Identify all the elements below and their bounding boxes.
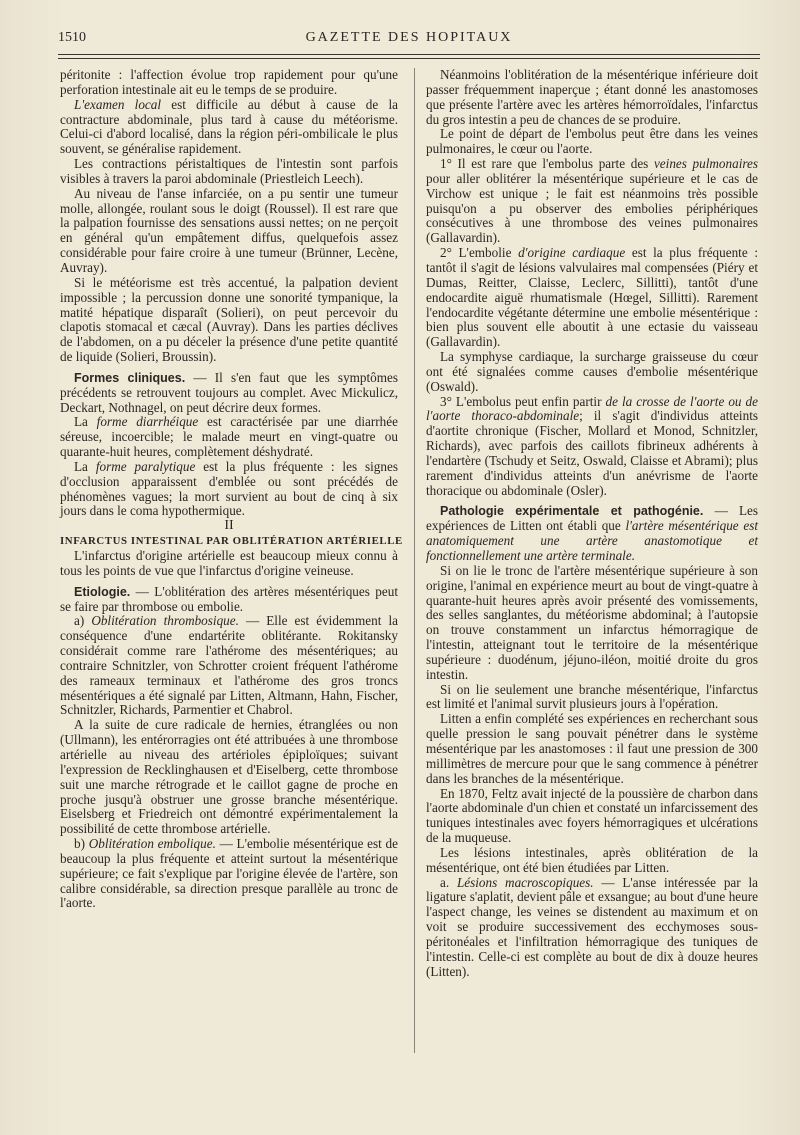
paragraph: L'examen local est difficile au début à cause de la contracture abdominale, plus tard à cause du météorisme. Celui-ci d'abord localisé, dans la région péri-ombilicale le plus souvent, se généralise rapidement. [60, 96, 399, 157]
paragraph: En 1870, Feltz avait injecté de la poussière de charbon dans l'aorte abdominale d'un chien et constaté un infarcissement des tuniques intestinales avec foyers hémorragiques et ulcérations de la muqueuse. [426, 785, 758, 846]
left-column [60, 67, 403, 911]
paragraph: Litten a enfin complété ses expériences en recherchant sous quelle pression le sang pouvait pénétrer dans le système mésentérique par les anastomoses : il faut une pression de 300 millimètres de mercure pour que le sang commence à pénétrer dans les branches de la mésentérique. [426, 711, 758, 786]
header-rule-thin [58, 58, 760, 59]
section-heading: Pathologie expérimentale et pathogénie. [440, 504, 704, 519]
paragraph: a. Lésions macroscopiques. — L'anse intéressée par la ligature s'aplatit, devient pâle et exsangue; au bout d'une heure l'aspect change, les veines se distendent au maximum et on voit se produire successivement des ecchymoses sous-péritonéales et l'infiltration hémorragique des tuniques de l'intestin. Celle-ci est complète au bout de dix à douze heures (Litten). [426, 874, 758, 979]
right-column [426, 68, 758, 979]
paragraph: Au niveau de l'anse infarciée, on a pu sentir une tumeur molle, allongée, roulant sous le doigt (Roussel). Il est rare que la palpation fournisse des sensations aussi nettes; on ne perçoit en général qu'un empâtement diffus, quelquefois assez considérable pour faire croire à une tumeur (Brünner, Lecène, Auvray). [60, 185, 398, 275]
paragraph: L'infarctus d'origine artérielle est beaucoup mieux connu à tous les points de vue que l'infarctus d'origine veineuse. [60, 548, 398, 578]
paragraph: Si le météorisme est très accentué, la palpation devient impossible ; la percussion donne une sonorité tympanique, la matité hépatique disparaît (Solieri), on peut percevoir du clapotis stomacal et cæcal (Auvray). Dans les parties déclives de l'abdomen, on a pu déceler la présence d'une petite quantité de liquide (Solieri, Broussin). [60, 274, 398, 365]
paragraph: Néanmoins l'oblitération de la mésentérique inférieure doit passer fréquemment inaperçue ; étant donné les anastomoses que présente l'artère avec les artères hémorroïdales, l'infarctus du gros intestin a peu de chances de se produire. [426, 67, 758, 127]
paragraph: Si on lie le tronc de l'artère mésentérique supérieure à son origine, l'animal en expérience meurt au bout de vingt-quatre à quarante-huit heures après avoir présenté des vomissements, des selles sanglantes, du météorisme abdominal; à l'autopsie on trouve constamment un infarctus hémorragique de l'intestin, atteignant tout le territoire de la mésentérique supérieure : duodénum, jéjuno-iléon, moitié droite du gros intestin. [426, 562, 758, 682]
running-title: GAZETTE DES HOPITAUX [305, 30, 513, 45]
chapter-heading: INFARCTUS INTESTINAL PAR OBLITÉRATION ARTÉRIELLE [60, 535, 403, 548]
paragraph: A la suite de cure radicale de hernies, étranglées ou non (Ullmann), les entérorragies ont été attribuées à une thrombose artérielle au niveau des artérioles épiploïques; suivant l'expression de Recklinghausen et d'Eiselberg, cette thrombose suit une marche rétrograde et le caillot gagne de proche en proche jusqu'à obstruer une grosse branche mésentérique. Eiselsberg et Friedreich ont démontré expérimentalement la possibilité de cette thrombose artérielle. [60, 717, 398, 837]
paragraph: Les contractions péristaltiques de l'intestin sont parfois visibles à travers la paroi abdominale (Priestleich Leech). [60, 156, 398, 186]
paragraph: La symphyse cardiaque, la surcharge graisseuse du cœur ont été signalées comme causes d'embolie mésentérique (Oswald). [426, 349, 758, 394]
paragraph: 1° Il est rare que l'embolus parte des veines pulmonaires pour aller oblitérer la mésentérique supérieure et le cas de Virchow est unique ; le fait est néanmoins très possible puisqu'on a pu observer des embolies périphériques consécutives à une thrombose des veines pulmonaires (Gallavardin). [426, 156, 758, 246]
paragraph: 2° L'embolie d'origine cardiaque est la plus fréquente : tantôt il s'agit de lésions valvulaires mal compensées (Piéry et Dumas, Reitter, Claisse, Leclerc, Sillitti), tantôt d'une endocardite aiguë rhumatismale (Hœgel, Sillitti). Rarement l'endocardite végétante détermine une embolie mésentérique : bien plus souvent elle aboutit à une ectasie du vaisseau (Gallavardin). [426, 245, 758, 350]
header-rule [58, 54, 760, 55]
section-heading: Etiologie. [74, 584, 131, 599]
paragraph: Les lésions intestinales, après oblitération de la mésentérique, ont été bien étudiées par Litten. [426, 844, 758, 875]
paragraph: 3° L'embolus peut enfin partir de la crosse de l'aorte ou de l'aorte thoraco-abdominale; il s'agit d'individus atteints d'aortite chronique (Fischer, Mollard et Monod, Schnitzler, Richards), avec parfois des caillots fibrineux adhérents à l'endartère (Tschudy et Seitz, Oswald, Claisse et Abrami); plus rarement d'individus atteints d'un anévrisme de l'aorte thoracique ou abdominale (Osler). [426, 393, 758, 498]
paragraph: Le point de départ de l'embolus peut être dans les veines pulmonaires, le cœur ou l'aorte. [426, 126, 758, 157]
paragraph: péritonite : l'affection évolue trop rapidement pour qu'une perforation intestinale ait eu le temps de se produire. [60, 67, 398, 97]
part-number: II [224, 518, 234, 534]
page-number: 1510 [58, 30, 86, 45]
paragraph: Etiologie. — L'oblitération des artères mésentériques peut se faire par thrombose ou embolie. [60, 583, 398, 614]
paragraph: a) Oblitération thrombosique. — Elle est évidemment la conséquence d'une endartérite oblitérante. Rokitansky considérait comme rare l'athérome des mésentériques; au contraire Schnitzler, von Schrotter croient fréquent l'athérome des rameaux terminaux et l'athérome des gros troncs mésentériques a été signalé par Litten, Altmann, Hahn, Fischer, Schnitzler, Richards, Parmentier et Chabrol. [60, 613, 398, 718]
page-header [58, 30, 760, 50]
paragraph: b) Oblitération embolique. — L'embolie mésentérique est de beaucoup la plus fréquente et atteint surtout la mésentérique supérieure; ce fait s'explique par l'origine élevée de l'artère, son calibre considérable, sa direction presque parallèle au tronc de l'aorte. [60, 836, 399, 911]
column-separator [414, 68, 415, 1053]
paragraph: Si on lie seulement une branche mésentérique, l'infarctus est limité et l'animal survit plusieurs jours à l'opération. [426, 681, 758, 712]
paragraph: Formes cliniques. — Il s'en faut que les symptômes précédents se retrouvent toujours au complet. Avec Mickulicz, Deckart, Nothnagel, on peut décrire deux formes. [60, 369, 399, 415]
section-heading: Formes cliniques. [74, 370, 186, 385]
paragraph: Pathologie expérimentale et pathogénie. — Les expériences de Litten ont établi que l'artère mésentérique est anatomiquement une artère anastomotique et fonctionnellement une artère terminale. [426, 503, 758, 563]
paragraph: La forme paralytique est la plus fréquente : les signes d'occlusion apparaissent d'emblée ou sont précédés de phénomènes vagues; la mort survient au bout de cinq à six jours dans le coma hypothermique. [60, 458, 398, 519]
paragraph: La forme diarrhéique est caractérisée par une diarrhée séreuse, incoercible; le malade meurt en vingt-quatre ou quarante-huit heures, complètement déshydraté. [60, 414, 398, 460]
